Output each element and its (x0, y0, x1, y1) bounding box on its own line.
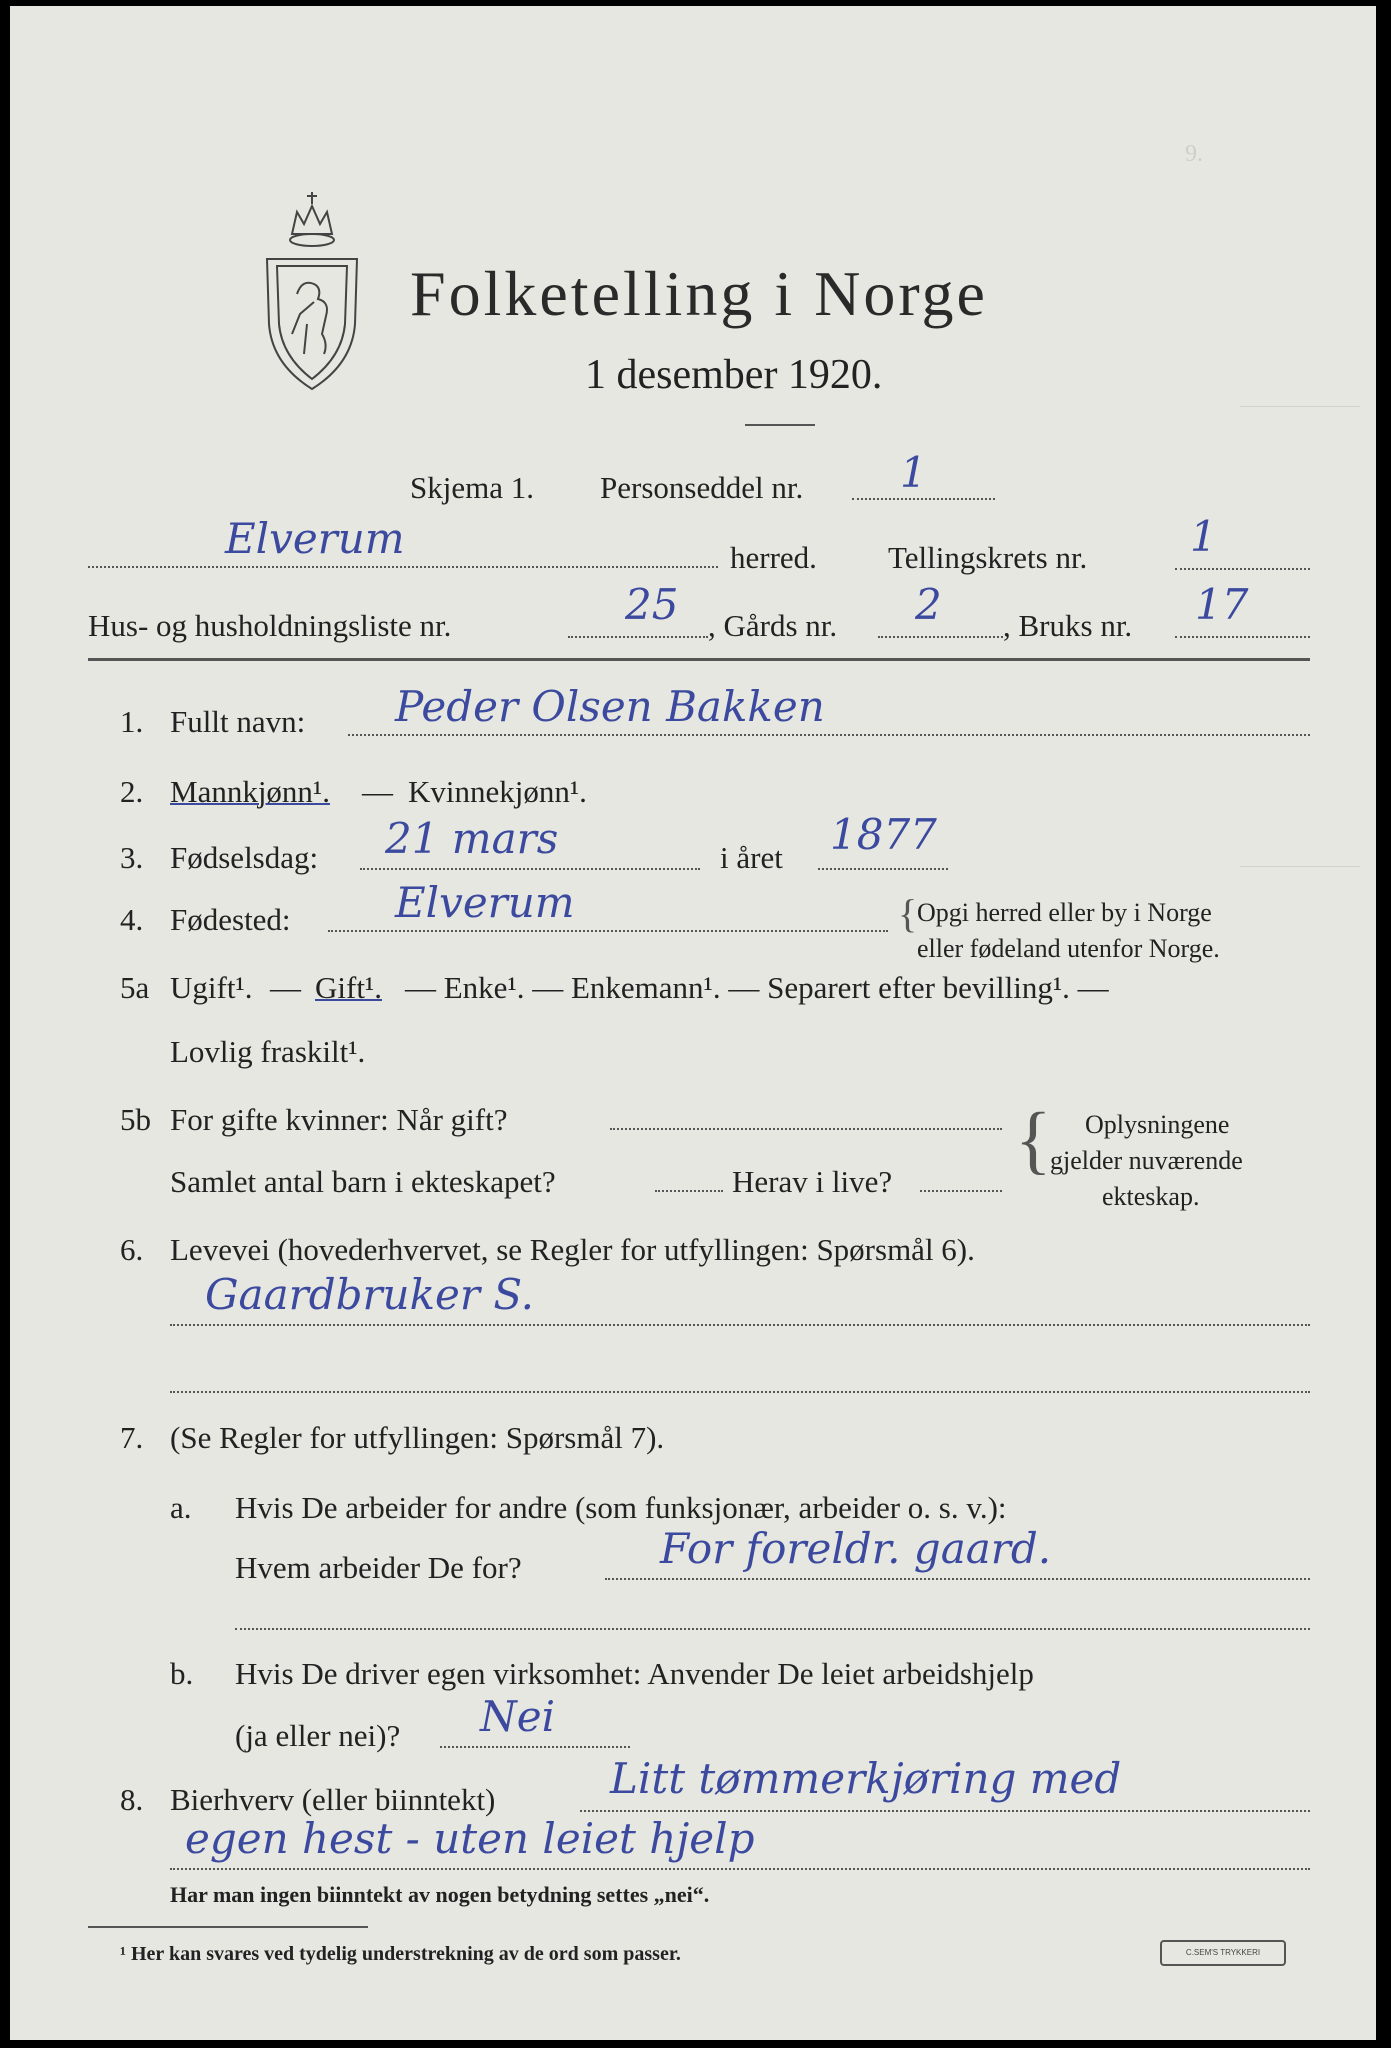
q8-label: Bierhverv (eller biinntekt) (170, 1782, 496, 1817)
census-form-page (10, 6, 1376, 2040)
q1-label: Fullt navn: (170, 704, 306, 739)
side-income-field-line-2[interactable] (170, 1868, 1310, 1870)
herred-label: herred. (730, 540, 817, 575)
tellingskrets-field[interactable] (1175, 568, 1310, 570)
birth-date-value: 21 mars (385, 814, 559, 863)
q7-label: (Se Regler for utfyllingen: Spørsmål 7). (170, 1420, 665, 1455)
full-name-value: Peder Olsen Bakken (395, 682, 825, 731)
q2-separator: — (362, 774, 393, 809)
hired-help-label: (ja eller nei)? (235, 1718, 401, 1753)
q4-number: 4. (120, 902, 144, 937)
birth-year-value: 1877 (830, 810, 937, 859)
tellingskrets-value: 1 (1190, 512, 1217, 561)
female-option[interactable]: Kvinnekjønn¹. (408, 774, 587, 809)
form-date: 1 desember 1920. (585, 352, 883, 398)
married-option[interactable]: Gift¹. (315, 970, 382, 1005)
header-separator (88, 658, 1310, 661)
occupation-field-line-2[interactable] (170, 1391, 1310, 1393)
children-alive-field[interactable] (920, 1190, 1002, 1192)
husliste-label: Hus- og husholdningsliste nr. (88, 608, 452, 643)
children-count-field[interactable] (655, 1190, 723, 1192)
bleed-through-line (1240, 866, 1360, 867)
unmarried-option[interactable]: Ugift¹. (170, 970, 253, 1005)
q8-note: Har man ingen biinntekt av nogen betydning settes „nei“. (170, 1882, 710, 1907)
title-divider (745, 424, 815, 426)
q5a-dash: — (270, 970, 301, 1005)
male-option[interactable]: Mannkjønn¹. (170, 774, 330, 809)
q7-number: 7. (120, 1420, 144, 1455)
husliste-field[interactable] (568, 636, 708, 638)
q5b-brace: { (1015, 1098, 1052, 1182)
footnote: ¹ Her kan svares ved tydelig understrekning av de ord som passer. (120, 1943, 681, 1965)
form-title: Folketelling i Norge (410, 258, 988, 329)
employer-field-line-2[interactable] (235, 1628, 1310, 1630)
employer-label: Hvem arbeider De for? (235, 1550, 522, 1585)
married-date-label: For gifte kvinner: Når gift? (170, 1102, 508, 1137)
skjema-label: Skjema 1. (410, 470, 534, 505)
divorced-option[interactable]: Lovlig fraskilt¹. (170, 1034, 366, 1069)
q5b-note-1: Oplysningene (1085, 1110, 1230, 1139)
q6-label: Levevei (hovederhvervet, se Regler for utfyllingen: Spørsmål 6). (170, 1232, 975, 1267)
q3-label: Fødselsdag: (170, 840, 319, 875)
tellingskrets-label: Tellingskrets nr. (888, 540, 1088, 575)
q4-note-2: eller fødeland utenfor Norge. (917, 934, 1220, 963)
hired-help-value: Nei (480, 1692, 556, 1741)
children-label: Samlet antal barn i ekteskapet? (170, 1164, 556, 1199)
occupation-value: Gaardbruker S. (205, 1270, 534, 1319)
q5b-note-2: gjelder nuværende (1050, 1146, 1243, 1175)
bruks-label: , Bruks nr. (1003, 608, 1133, 643)
q7b-text: Hvis De driver egen virksomhet: Anvender De leiet arbeidshjelp (235, 1656, 1034, 1691)
gards-field[interactable] (878, 636, 1003, 638)
herred-value: Elverum (225, 514, 405, 563)
personseddel-field[interactable] (852, 498, 995, 500)
herred-field[interactable] (88, 566, 718, 568)
side-income-field[interactable] (580, 1810, 1310, 1812)
bruks-value: 17 (1195, 580, 1249, 629)
employer-field[interactable] (605, 1578, 1310, 1580)
q1-number: 1. (120, 704, 144, 739)
q3-number: 3. (120, 840, 144, 875)
birthplace-field[interactable] (328, 930, 888, 932)
q4-label: Fødested: (170, 902, 291, 937)
bleed-through-line (1240, 406, 1360, 407)
side-income-value-1: Litt tømmerkjøring med (610, 1754, 1122, 1803)
q2-number: 2. (120, 774, 144, 809)
q4-note-1: Opgi herred eller by i Norge (917, 898, 1212, 927)
q7a-text: Hvis De arbeider for andre (som funksjonær, arbeider o. s. v.): (235, 1490, 1007, 1525)
birthplace-value: Elverum (395, 878, 575, 927)
q5a-number: 5a (120, 970, 150, 1005)
q8-number: 8. (120, 1782, 144, 1817)
birth-year-field[interactable] (818, 868, 948, 870)
husliste-value: 25 (625, 580, 679, 629)
birth-date-field[interactable] (360, 868, 700, 870)
gards-label: , Gårds nr. (708, 608, 838, 643)
bruks-field[interactable] (1175, 636, 1310, 638)
q7a-letter: a. (170, 1490, 192, 1525)
gards-value: 2 (915, 580, 942, 629)
q5a-other-options[interactable]: — Enke¹. — Enkemann¹. — Separert efter bevilling¹. — (405, 970, 1109, 1005)
alive-label: Herav i live? (732, 1164, 893, 1199)
hired-help-field[interactable] (440, 1746, 630, 1748)
bleed-through-text: 9. (1185, 141, 1311, 167)
married-date-field[interactable] (610, 1128, 1002, 1130)
q4-brace: { (898, 891, 918, 936)
year-label: i året (720, 840, 783, 875)
full-name-field[interactable] (348, 734, 1310, 736)
q7b-letter: b. (170, 1656, 194, 1691)
q6-number: 6. (120, 1232, 144, 1267)
q5b-note-3: ekteskap. (1102, 1182, 1200, 1211)
printer-stamp: C.SEM'S TRYKKERI (1160, 1940, 1286, 1966)
footnote-rule (88, 1926, 368, 1928)
employer-value: For foreldr. gaard. (660, 1524, 1052, 1573)
occupation-field-line-1[interactable] (170, 1324, 1310, 1326)
norway-coat-of-arms-icon (252, 184, 372, 394)
side-income-value-2: egen hest - uten leiet hjelp (185, 1814, 755, 1863)
personseddel-value: 1 (900, 448, 927, 497)
personseddel-label: Personseddel nr. (600, 470, 804, 505)
q5b-number: 5b (120, 1102, 151, 1137)
